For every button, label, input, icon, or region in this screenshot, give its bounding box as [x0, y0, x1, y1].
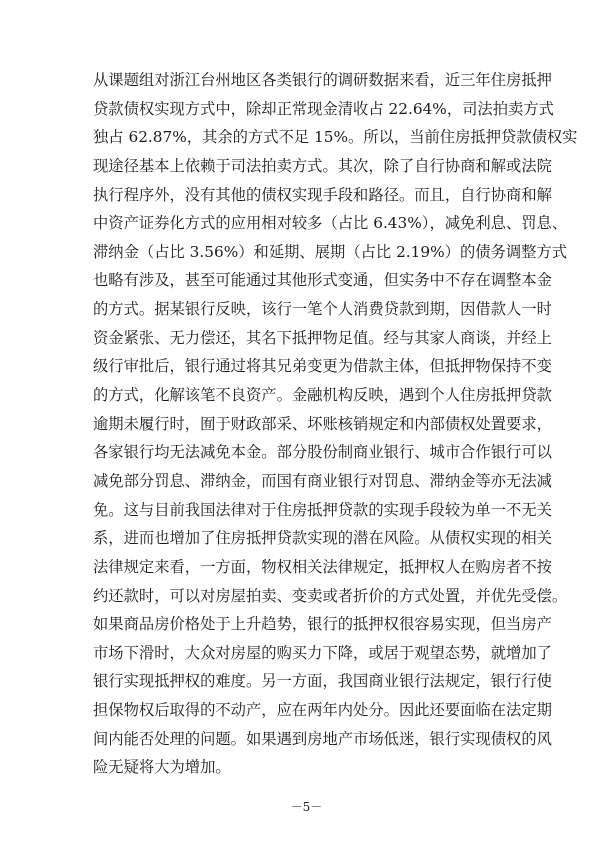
text-line: 的方式。据某银行反映，该行一笔个人消费贷款到期，因借款人一时 [93, 300, 552, 319]
text-line: 从课题组对浙江台州地区各类银行的调研数据来看，近三年住房抵押 [93, 71, 552, 89]
text-line: 中资产证券化方式的应用相对较多（占比 6.43%），减免利息、罚息、 [93, 214, 568, 233]
page-number: －5－ [290, 800, 323, 814]
text-line: 逾期未履行时，囿于财政部采、坏账核销规定和内部债权处置要求， [93, 414, 552, 433]
text-line: 免。这与目前我国法律对于住房抵押贷款的实现手段较为单一不无关 [93, 500, 552, 519]
text-line: 的方式，化解该笔不良资产。金融机构反映，遇到个人住房抵押贷款 [93, 386, 552, 405]
text-line: 系，进而也增加了住房抵押贷款实现的潜在风险。从债权实现的相关 [93, 529, 552, 548]
text-line: 如果商品房价格处于上升趋势，银行的抵押权很容易实现，但当房产 [93, 615, 552, 634]
text-line-last: 险无疑将大为增加。 [93, 758, 231, 777]
text-line: 滞纳金（占比 3.56%）和延期、展期（占比 2.19%）的债务调整方式 [93, 242, 568, 261]
text-line: 担保物权后取得的不动产，应在两年内处分。因此还要面临在法定期 [93, 701, 552, 720]
text-line: 贷款债权实现方式中，除却正常现金清收占 22.64%，司法拍卖方式 [93, 99, 554, 118]
text-line: 市场下滑时，大众对房屋的购买力下降，或居于观望态势，就增加了 [93, 643, 552, 662]
text-line: 银行实现抵押权的难度。另一方面，我国商业银行法规定，银行行使 [93, 672, 552, 691]
text-line: 级行审批后，银行通过将其兄弟变更为借款主体，但抵押物保持不变 [93, 357, 552, 376]
body-paragraph [93, 66, 578, 782]
text-line: 约还款时，可以对房屋拍卖、变卖或者折价的方式处置，并优先受偿。 [93, 586, 568, 605]
text-line: 法律规定来看，一方面，物权相关法律规定，抵押权人在购房者不按 [93, 557, 552, 576]
text-line: 执行程序外，没有其他的债权实现手段和路径。而且，自行协商和解 [93, 185, 552, 204]
text-line: 各家银行均无法减免本金。部分股份制商业银行、城市合作银行可以 [93, 443, 552, 462]
text-line: 也略有涉及，甚至可能通过其他形式变通，但实务中不存在调整本金 [93, 271, 552, 290]
text-line: 独占 62.87%，其余的方式不足 15%。所以，当前住房抵押贷款债权实 [93, 128, 578, 147]
text-line: 现途径基本上依赖于司法拍卖方式。其次，除了自行协商和解或法院 [93, 156, 552, 175]
text-line: 间内能否处理的问题。如果遇到房地产市场低迷，银行实现债权的风 [93, 729, 552, 748]
text-line: 减免部分罚息、滞纳金，而国有商业银行对罚息、滞纳金等亦无法减 [93, 471, 552, 490]
text-line: 资金紧张、无力偿还，其名下抵押物足值。经与其家人商谈，并经上 [93, 328, 552, 347]
